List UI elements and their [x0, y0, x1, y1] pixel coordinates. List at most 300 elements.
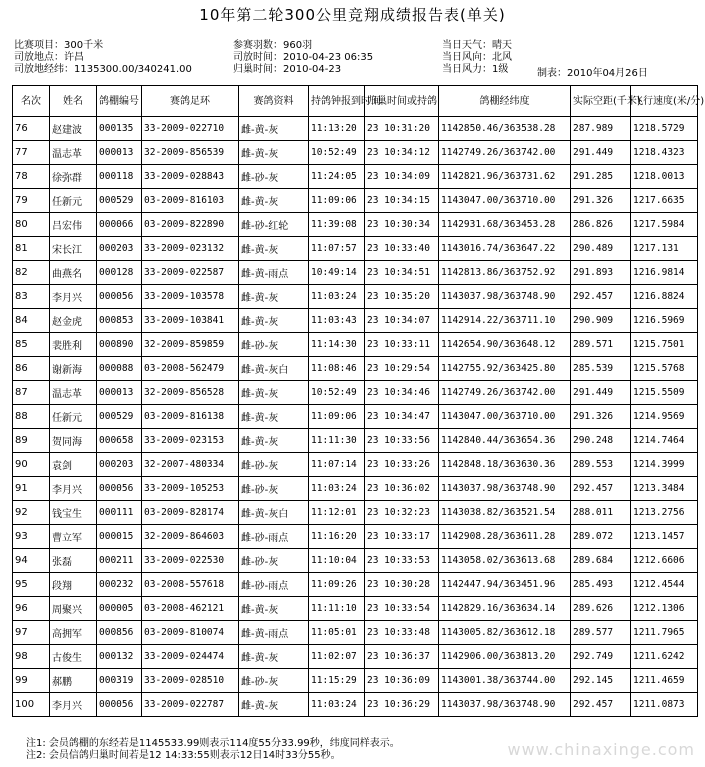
cell-bird-info: 雌-砂-灰: [239, 477, 309, 501]
cell-speed: 1213.3484: [631, 477, 698, 501]
meta-race-item: 比赛项目：300千米: [14, 40, 104, 51]
meta-release-coords: 司放地经纬：1135300.00/340241.00: [14, 64, 192, 75]
cell-clock-time: 11:03:24: [309, 693, 365, 717]
cell-ring-number: 33-2009-023153: [142, 429, 239, 453]
cell-loft-coordinates: 1142654.90/363648.12: [439, 333, 571, 357]
table-row: [13, 525, 698, 549]
cell-loft-coordinates: 1142749.26/363742.00: [439, 141, 571, 165]
cell-clock-time: 11:14:30: [309, 333, 365, 357]
cell-name: 曲燕名: [50, 261, 97, 285]
cell-loft-id: 000111: [97, 501, 142, 525]
cell-bird-info: 雌-黄-灰白: [239, 501, 309, 525]
cell-arrival-time: 23 10:36:02: [365, 477, 439, 501]
cell-loft-id: 000211: [97, 549, 142, 573]
table-row: [13, 429, 698, 453]
header-speed: 飞行速度(米/分): [631, 86, 698, 117]
table-row: [13, 621, 698, 645]
report-title: 10年第二轮300公里竞翔成绩报告表(单关): [199, 6, 506, 24]
cell-clock-time: 11:07:57: [309, 237, 365, 261]
cell-bird-info: 雌-黄-灰: [239, 189, 309, 213]
cell-bird-info: 雌-砂-雨点: [239, 525, 309, 549]
cell-loft-id: 000232: [97, 573, 142, 597]
cell-arrival-time: 23 10:33:11: [365, 333, 439, 357]
cell-loft-id: 000128: [97, 261, 142, 285]
cell-distance: 289.072: [571, 525, 631, 549]
cell-name: 任新元: [50, 189, 97, 213]
cell-speed: 1212.1306: [631, 597, 698, 621]
cell-rank: 78: [13, 165, 50, 189]
cell-ring-number: 33-2009-022587: [142, 261, 239, 285]
results-table-body: [13, 117, 698, 717]
cell-bird-info: 雌-砂-灰: [239, 333, 309, 357]
cell-arrival-time: 23 10:34:12: [365, 141, 439, 165]
cell-speed: 1214.3999: [631, 453, 698, 477]
cell-loft-id: 000015: [97, 525, 142, 549]
cell-rank: 93: [13, 525, 50, 549]
cell-arrival-time: 23 10:29:54: [365, 357, 439, 381]
cell-clock-time: 11:03:43: [309, 309, 365, 333]
cell-arrival-time: 23 10:34:46: [365, 381, 439, 405]
cell-speed: 1213.1457: [631, 525, 698, 549]
cell-distance: 292.457: [571, 477, 631, 501]
cell-bird-info: 雌-黄-灰: [239, 693, 309, 717]
cell-arrival-time: 23 10:33:17: [365, 525, 439, 549]
table-row: [13, 333, 698, 357]
cell-ring-number: 03-2009-822890: [142, 213, 239, 237]
cell-distance: 290.909: [571, 309, 631, 333]
cell-loft-id: 000529: [97, 405, 142, 429]
cell-loft-id: 000132: [97, 645, 142, 669]
cell-arrival-time: 23 10:34:09: [365, 165, 439, 189]
footnote-1: 注1: 会员鸽棚的东经若是1145533.99则表示114度55分33.99秒，纬度同样表示。: [26, 738, 400, 749]
cell-arrival-time: 23 10:34:07: [365, 309, 439, 333]
cell-ring-number: 03-2008-462121: [142, 597, 239, 621]
cell-name: 钱宝生: [50, 501, 97, 525]
cell-ring-number: 03-2009-828174: [142, 501, 239, 525]
cell-bird-info: 雌-黄-灰: [239, 117, 309, 141]
cell-arrival-time: 23 10:33:48: [365, 621, 439, 645]
meta-release-place: 司放地点：许昌: [14, 52, 84, 63]
cell-bird-info: 雌-砂-灰: [239, 669, 309, 693]
table-row: [13, 237, 698, 261]
cell-speed: 1211.7965: [631, 621, 698, 645]
cell-clock-time: 11:15:29: [309, 669, 365, 693]
cell-speed: 1216.5969: [631, 309, 698, 333]
cell-loft-id: 000088: [97, 357, 142, 381]
cell-distance: 289.571: [571, 333, 631, 357]
header-arrival-time: 归巢时间或持鸽: [365, 86, 439, 117]
cell-loft-coordinates: 1142906.00/363813.20: [439, 645, 571, 669]
meta-column-weather: [442, 40, 512, 76]
footnotes: [26, 738, 400, 762]
cell-loft-id: 000013: [97, 381, 142, 405]
cell-name: 袁剑: [50, 453, 97, 477]
cell-distance: 289.626: [571, 597, 631, 621]
cell-name: 温志革: [50, 141, 97, 165]
cell-loft-id: 000856: [97, 621, 142, 645]
cell-loft-coordinates: 1143005.82/363612.18: [439, 621, 571, 645]
cell-loft-coordinates: 1142931.68/363453.28: [439, 213, 571, 237]
table-row: [13, 453, 698, 477]
cell-loft-id: 000056: [97, 285, 142, 309]
cell-clock-time: 11:12:01: [309, 501, 365, 525]
cell-name: 贺同海: [50, 429, 97, 453]
cell-ring-number: 32-2009-856539: [142, 141, 239, 165]
cell-name: 谢新海: [50, 357, 97, 381]
cell-loft-coordinates: 1143038.82/363521.54: [439, 501, 571, 525]
cell-speed: 1214.9569: [631, 405, 698, 429]
cell-bird-info: 雌-黄-灰: [239, 645, 309, 669]
cell-speed: 1217.5984: [631, 213, 698, 237]
cell-rank: 97: [13, 621, 50, 645]
cell-distance: 292.145: [571, 669, 631, 693]
cell-speed: 1216.8824: [631, 285, 698, 309]
cell-rank: 89: [13, 429, 50, 453]
header-row: [13, 86, 698, 117]
cell-clock-time: 10:52:49: [309, 381, 365, 405]
cell-distance: 291.449: [571, 381, 631, 405]
cell-arrival-time: 23 10:35:20: [365, 285, 439, 309]
cell-ring-number: 03-2009-816138: [142, 405, 239, 429]
cell-bird-info: 雌-黄-灰: [239, 597, 309, 621]
cell-clock-time: 10:52:49: [309, 141, 365, 165]
cell-ring-number: 33-2009-103841: [142, 309, 239, 333]
cell-clock-time: 11:24:05: [309, 165, 365, 189]
cell-rank: 95: [13, 573, 50, 597]
cell-loft-coordinates: 1143047.00/363710.00: [439, 405, 571, 429]
cell-ring-number: 33-2009-022530: [142, 549, 239, 573]
cell-speed: 1218.4323: [631, 141, 698, 165]
cell-rank: 94: [13, 549, 50, 573]
cell-bird-info: 雌-黄-雨点: [239, 261, 309, 285]
cell-arrival-time: 23 10:36:09: [365, 669, 439, 693]
cell-distance: 287.989: [571, 117, 631, 141]
cell-ring-number: 32-2007-480334: [142, 453, 239, 477]
cell-loft-coordinates: 1143037.98/363748.90: [439, 693, 571, 717]
cell-loft-coordinates: 1143037.98/363748.90: [439, 477, 571, 501]
cell-arrival-time: 23 10:32:23: [365, 501, 439, 525]
cell-name: 任新元: [50, 405, 97, 429]
header-rank: 名次: [13, 86, 50, 117]
cell-bird-info: 雌-黄-灰: [239, 141, 309, 165]
table-row: [13, 501, 698, 525]
cell-distance: 289.553: [571, 453, 631, 477]
cell-clock-time: 11:11:10: [309, 597, 365, 621]
table-row: [13, 573, 698, 597]
cell-speed: 1218.5729: [631, 117, 698, 141]
cell-clock-time: 11:13:20: [309, 117, 365, 141]
site-watermark: www.chinaxinge.com: [507, 740, 695, 759]
cell-loft-coordinates: 1142749.26/363742.00: [439, 381, 571, 405]
meta-wind-force: 当日风力：1级: [442, 64, 509, 75]
cell-ring-number: 32-2009-864603: [142, 525, 239, 549]
table-row: [13, 117, 698, 141]
cell-arrival-time: 23 10:34:47: [365, 405, 439, 429]
cell-loft-id: 000658: [97, 429, 142, 453]
cell-speed: 1211.0873: [631, 693, 698, 717]
cell-ring-number: 03-2008-557618: [142, 573, 239, 597]
cell-rank: 91: [13, 477, 50, 501]
table-row: [13, 141, 698, 165]
cell-rank: 99: [13, 669, 50, 693]
cell-clock-time: 11:07:14: [309, 453, 365, 477]
table-row: [13, 189, 698, 213]
header-loft-id: 鸽棚编号: [97, 86, 142, 117]
report-date: 制表：2010年04月26日: [537, 68, 648, 79]
cell-name: 赵金虎: [50, 309, 97, 333]
cell-arrival-time: 23 10:33:54: [365, 597, 439, 621]
table-row: [13, 669, 698, 693]
cell-distance: 291.893: [571, 261, 631, 285]
cell-bird-info: 雌-砂-灰: [239, 453, 309, 477]
cell-rank: 76: [13, 117, 50, 141]
meta-entries: 参赛羽数：960羽: [233, 40, 313, 51]
cell-bird-info: 雌-砂-灰: [239, 549, 309, 573]
meta-return-time: 归巢时间：2010-04-23: [233, 64, 342, 75]
cell-arrival-time: 23 10:31:20: [365, 117, 439, 141]
cell-rank: 90: [13, 453, 50, 477]
cell-loft-id: 000056: [97, 477, 142, 501]
cell-rank: 88: [13, 405, 50, 429]
cell-arrival-time: 23 10:33:53: [365, 549, 439, 573]
cell-ring-number: 32-2009-859859: [142, 333, 239, 357]
cell-rank: 83: [13, 285, 50, 309]
cell-name: 张磊: [50, 549, 97, 573]
table-row: [13, 261, 698, 285]
cell-name: 赵建波: [50, 117, 97, 141]
table-row: [13, 597, 698, 621]
cell-loft-coordinates: 1142850.46/363538.28: [439, 117, 571, 141]
table-row: [13, 309, 698, 333]
cell-rank: 81: [13, 237, 50, 261]
cell-name: 周聚兴: [50, 597, 97, 621]
cell-bird-info: 雌-黄-灰: [239, 285, 309, 309]
cell-speed: 1213.2756: [631, 501, 698, 525]
cell-rank: 82: [13, 261, 50, 285]
cell-ring-number: 33-2009-028843: [142, 165, 239, 189]
cell-ring-number: 33-2009-022787: [142, 693, 239, 717]
cell-bird-info: 雌-砂-雨点: [239, 573, 309, 597]
cell-distance: 292.457: [571, 693, 631, 717]
cell-name: 李月兴: [50, 477, 97, 501]
cell-bird-info: 雌-黄-灰白: [239, 357, 309, 381]
cell-speed: 1215.5768: [631, 357, 698, 381]
cell-ring-number: 32-2009-856528: [142, 381, 239, 405]
cell-clock-time: 11:09:26: [309, 573, 365, 597]
cell-name: 李月兴: [50, 693, 97, 717]
cell-name: 郝鹏: [50, 669, 97, 693]
results-table: [12, 85, 705, 717]
cell-distance: 289.684: [571, 549, 631, 573]
cell-clock-time: 11:03:24: [309, 285, 365, 309]
table-row: [13, 213, 698, 237]
cell-bird-info: 雌-黄-灰: [239, 309, 309, 333]
cell-rank: 80: [13, 213, 50, 237]
table-row: [13, 477, 698, 501]
meta-column-time: [233, 40, 373, 76]
meta-column-race: [14, 40, 192, 76]
cell-name: 温志革: [50, 381, 97, 405]
cell-bird-info: 雌-黄-灰: [239, 237, 309, 261]
cell-speed: 1212.6606: [631, 549, 698, 573]
cell-clock-time: 10:49:14: [309, 261, 365, 285]
cell-bird-info: 雌-砂-灰: [239, 165, 309, 189]
cell-loft-id: 000203: [97, 237, 142, 261]
cell-rank: 77: [13, 141, 50, 165]
cell-ring-number: 03-2009-816103: [142, 189, 239, 213]
cell-arrival-time: 23 10:33:26: [365, 453, 439, 477]
cell-loft-id: 000529: [97, 189, 142, 213]
cell-arrival-time: 23 10:30:28: [365, 573, 439, 597]
cell-arrival-time: 23 10:33:40: [365, 237, 439, 261]
cell-speed: 1211.4659: [631, 669, 698, 693]
cell-clock-time: 11:09:06: [309, 189, 365, 213]
cell-loft-id: 000066: [97, 213, 142, 237]
table-row: [13, 357, 698, 381]
cell-speed: 1217.131: [631, 237, 698, 261]
cell-clock-time: 11:08:46: [309, 357, 365, 381]
cell-loft-coordinates: 1142848.18/363630.36: [439, 453, 571, 477]
cell-distance: 289.577: [571, 621, 631, 645]
header-name: 姓名: [50, 86, 97, 117]
cell-loft-id: 000135: [97, 117, 142, 141]
cell-distance: 285.493: [571, 573, 631, 597]
cell-speed: 1214.7464: [631, 429, 698, 453]
table-row: [13, 693, 698, 717]
cell-rank: 100: [13, 693, 50, 717]
cell-clock-time: 11:03:24: [309, 477, 365, 501]
cell-rank: 87: [13, 381, 50, 405]
cell-loft-id: 000056: [97, 693, 142, 717]
meta-wind-direction: 当日风向：北风: [442, 52, 512, 63]
results-table-header: [13, 86, 705, 117]
cell-ring-number: 33-2009-022710: [142, 117, 239, 141]
cell-name: 曹立军: [50, 525, 97, 549]
cell-clock-time: 11:16:20: [309, 525, 365, 549]
cell-rank: 85: [13, 333, 50, 357]
meta-release-time: 司放时间：2010-04-23 06:35: [233, 52, 374, 63]
cell-speed: 1218.0013: [631, 165, 698, 189]
header-clock-time: 持鸽钟报到时间: [309, 86, 365, 117]
table-row: [13, 549, 698, 573]
cell-loft-id: 000118: [97, 165, 142, 189]
cell-loft-coordinates: 1143058.02/363613.68: [439, 549, 571, 573]
table-row: [13, 285, 698, 309]
cell-ring-number: 33-2009-105253: [142, 477, 239, 501]
cell-loft-coordinates: 1143047.00/363710.00: [439, 189, 571, 213]
cell-speed: 1215.7501: [631, 333, 698, 357]
cell-distance: 290.489: [571, 237, 631, 261]
table-row: [13, 645, 698, 669]
cell-clock-time: 11:11:30: [309, 429, 365, 453]
cell-distance: 292.457: [571, 285, 631, 309]
cell-loft-id: 000013: [97, 141, 142, 165]
cell-loft-coordinates: 1143001.38/363744.00: [439, 669, 571, 693]
cell-loft-coordinates: 1142829.16/363634.14: [439, 597, 571, 621]
cell-name: 裴胜利: [50, 333, 97, 357]
cell-name: 古俊生: [50, 645, 97, 669]
cell-clock-time: 11:39:08: [309, 213, 365, 237]
cell-rank: 98: [13, 645, 50, 669]
cell-loft-coordinates: 1142755.92/363425.80: [439, 357, 571, 381]
cell-rank: 84: [13, 309, 50, 333]
table-row: [13, 165, 698, 189]
cell-arrival-time: 23 10:36:29: [365, 693, 439, 717]
cell-speed: 1217.6635: [631, 189, 698, 213]
cell-arrival-time: 23 10:34:15: [365, 189, 439, 213]
cell-distance: 292.749: [571, 645, 631, 669]
cell-distance: 291.326: [571, 405, 631, 429]
table-row: [13, 405, 698, 429]
cell-loft-id: 000005: [97, 597, 142, 621]
cell-loft-coordinates: 1142840.44/363654.36: [439, 429, 571, 453]
cell-bird-info: 雌-黄-灰: [239, 429, 309, 453]
cell-ring-number: 33-2009-028510: [142, 669, 239, 693]
cell-loft-id: 000890: [97, 333, 142, 357]
cell-name: 李月兴: [50, 285, 97, 309]
cell-loft-coordinates: 1142813.86/363752.92: [439, 261, 571, 285]
cell-rank: 86: [13, 357, 50, 381]
cell-speed: 1215.5509: [631, 381, 698, 405]
cell-arrival-time: 23 10:36:37: [365, 645, 439, 669]
cell-speed: 1216.9814: [631, 261, 698, 285]
cell-loft-id: 000203: [97, 453, 142, 477]
cell-loft-id: 000853: [97, 309, 142, 333]
table-row: [13, 381, 698, 405]
cell-name: 徐弥群: [50, 165, 97, 189]
cell-speed: 1212.4544: [631, 573, 698, 597]
cell-name: 吕宏伟: [50, 213, 97, 237]
cell-arrival-time: 23 10:33:56: [365, 429, 439, 453]
footnote-2: 注2: 会员信鸽归巢时间若是12 14:33:55则表示12日14时33分55秒。: [26, 750, 341, 761]
cell-clock-time: 11:09:06: [309, 405, 365, 429]
cell-ring-number: 03-2008-562479: [142, 357, 239, 381]
cell-ring-number: 33-2009-024474: [142, 645, 239, 669]
header-distance: 实际空距(千米): [571, 86, 631, 117]
cell-distance: 291.449: [571, 141, 631, 165]
cell-bird-info: 雌-黄-灰: [239, 381, 309, 405]
header-ring-number: 赛鸽足环: [142, 86, 239, 117]
cell-loft-coordinates: 1143016.74/363647.22: [439, 237, 571, 261]
header-bird-info: 赛鸽资料: [239, 86, 309, 117]
cell-name: 宋长江: [50, 237, 97, 261]
cell-ring-number: 33-2009-023132: [142, 237, 239, 261]
cell-ring-number: 33-2009-103578: [142, 285, 239, 309]
cell-clock-time: 11:05:01: [309, 621, 365, 645]
cell-bird-info: 雌-砂-红轮: [239, 213, 309, 237]
cell-distance: 291.326: [571, 189, 631, 213]
cell-arrival-time: 23 10:30:34: [365, 213, 439, 237]
cell-loft-coordinates: 1142447.94/363451.96: [439, 573, 571, 597]
cell-distance: 285.539: [571, 357, 631, 381]
cell-distance: 291.285: [571, 165, 631, 189]
cell-loft-coordinates: 1142914.22/363711.10: [439, 309, 571, 333]
cell-bird-info: 雌-黄-雨点: [239, 621, 309, 645]
header-loft-coordinates: 鸽棚经纬度: [439, 86, 571, 117]
cell-loft-coordinates: 1143037.98/363748.90: [439, 285, 571, 309]
cell-loft-coordinates: 1142821.96/363731.62: [439, 165, 571, 189]
cell-loft-id: 000319: [97, 669, 142, 693]
cell-bird-info: 雌-黄-灰: [239, 405, 309, 429]
cell-loft-coordinates: 1142908.28/363611.28: [439, 525, 571, 549]
meta-weather: 当日天气：晴天: [442, 40, 512, 51]
cell-distance: 290.248: [571, 429, 631, 453]
cell-arrival-time: 23 10:34:51: [365, 261, 439, 285]
cell-distance: 286.826: [571, 213, 631, 237]
cell-name: 高拥军: [50, 621, 97, 645]
cell-rank: 79: [13, 189, 50, 213]
cell-clock-time: 11:10:04: [309, 549, 365, 573]
